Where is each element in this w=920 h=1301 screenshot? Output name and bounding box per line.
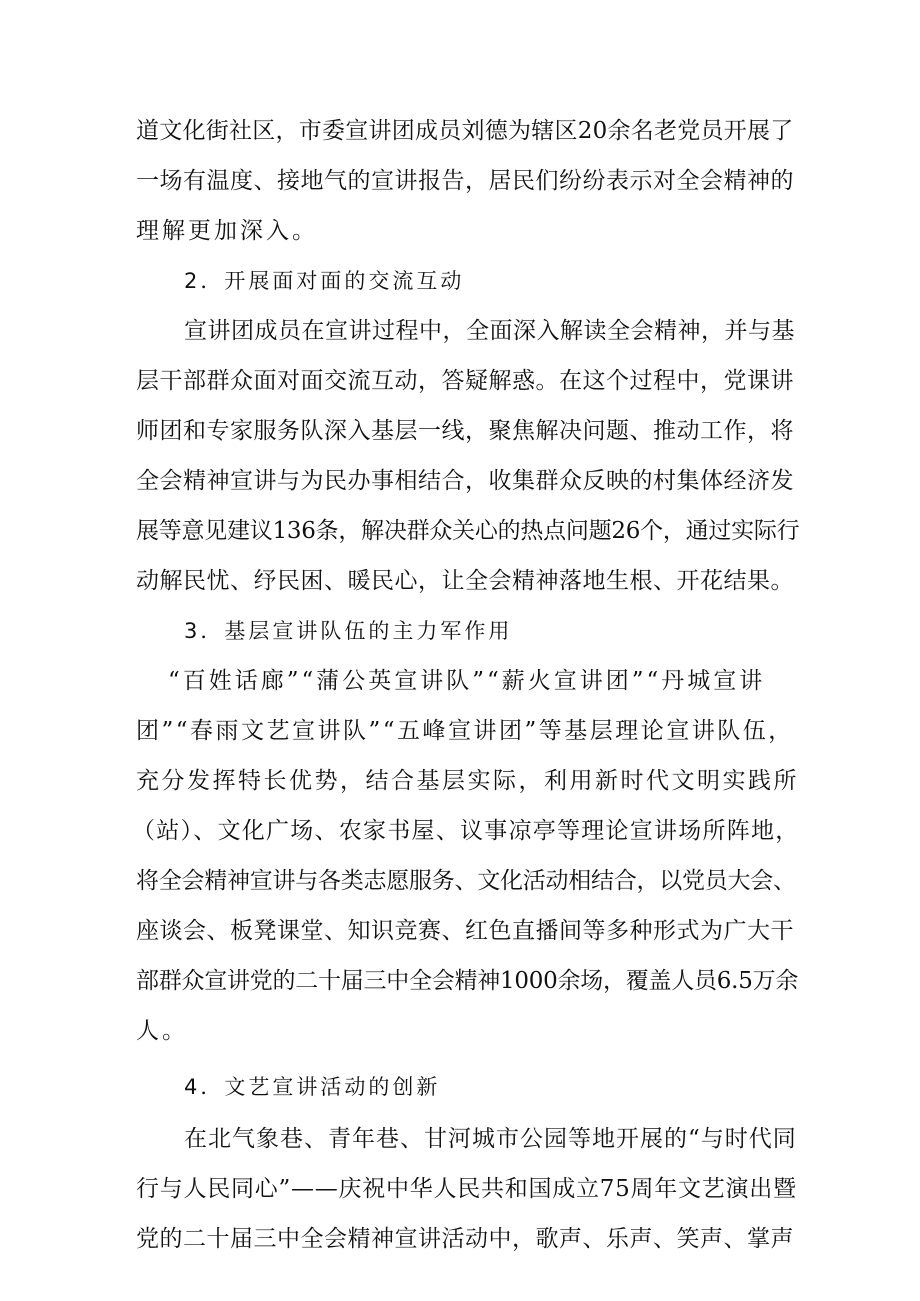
section-heading: 4．文艺宣讲活动的创新 bbox=[184, 1075, 441, 1099]
paragraph-line: 在北气象巷、青年巷、甘河城市公园等地开展的“与时代同 bbox=[184, 1126, 797, 1152]
paragraph-line: “百姓话廊”“蒲公英宣讲队”“薪火宣讲团”“丹城宣讲 bbox=[168, 668, 766, 694]
paragraph-line: 师团和专家服务队深入基层一线，聚焦解决问题、推动工作，将 bbox=[136, 418, 794, 444]
paragraph-line: 全会精神宣讲与为民办事相结合，收集群众反映的村集体经济发 bbox=[136, 468, 794, 494]
paragraph-line: 宣讲团成员在宣讲过程中，全面深入解读全会精神，并与基 bbox=[184, 318, 795, 344]
paragraph-line: （站）、文化广场、农家书屋、议事凉亭等理论宣讲场所阵地， bbox=[132, 818, 800, 844]
paragraph-line: 将全会精神宣讲与各类志愿服务、文化活动相结合，以党员大会、 bbox=[136, 868, 796, 894]
paragraph-line: 层干部群众面对面交流互动，答疑解惑。在这个过程中，党课讲 bbox=[136, 368, 794, 394]
paragraph-line: 充分发挥特长优势，结合基层实际，利用新时代文明实践所 bbox=[136, 768, 799, 794]
paragraph-line: 展等意见建议136条，解决群众关心的热点问题26个，通过实际行 bbox=[136, 518, 800, 544]
paragraph-line: 行与人民同心”——庆祝中华人民共和国成立75周年文艺演出暨 bbox=[136, 1176, 797, 1202]
paragraph-line: 一场有温度、接地气的宣讲报告，居民们纷纷表示对全会精神的 bbox=[136, 168, 794, 194]
section-heading: 3．基层宣讲队伍的主力军作用 bbox=[184, 619, 513, 643]
paragraph-line: 道文化街社区，市委宣讲团成员刘德为辖区20余名老党员开展了 bbox=[136, 118, 794, 144]
paragraph-line: 人。 bbox=[136, 1018, 188, 1044]
paragraph-line: 部群众宣讲党的二十届三中全会精神1000余场，覆盖人员6.5万余 bbox=[136, 968, 799, 994]
section-heading: 2．开展面对面的交流互动 bbox=[184, 269, 465, 293]
paragraph-line: 座谈会、板凳课堂、知识竞赛、红色直播间等多种形式为广大干 bbox=[136, 918, 794, 944]
paragraph-line: 动解民忧、纾民困、暖民心，让全会精神落地生根、开花结果。 bbox=[136, 568, 794, 594]
paragraph-line: 理解更加深入。 bbox=[136, 218, 318, 244]
paragraph-line: 党的二十届三中全会精神宣讲活动中，歌声、乐声、笑声、掌声 bbox=[136, 1226, 794, 1252]
paragraph-line: 团”“春雨文艺宣讲队”“五峰宣讲团”等基层理论宣讲队伍， bbox=[136, 718, 794, 744]
